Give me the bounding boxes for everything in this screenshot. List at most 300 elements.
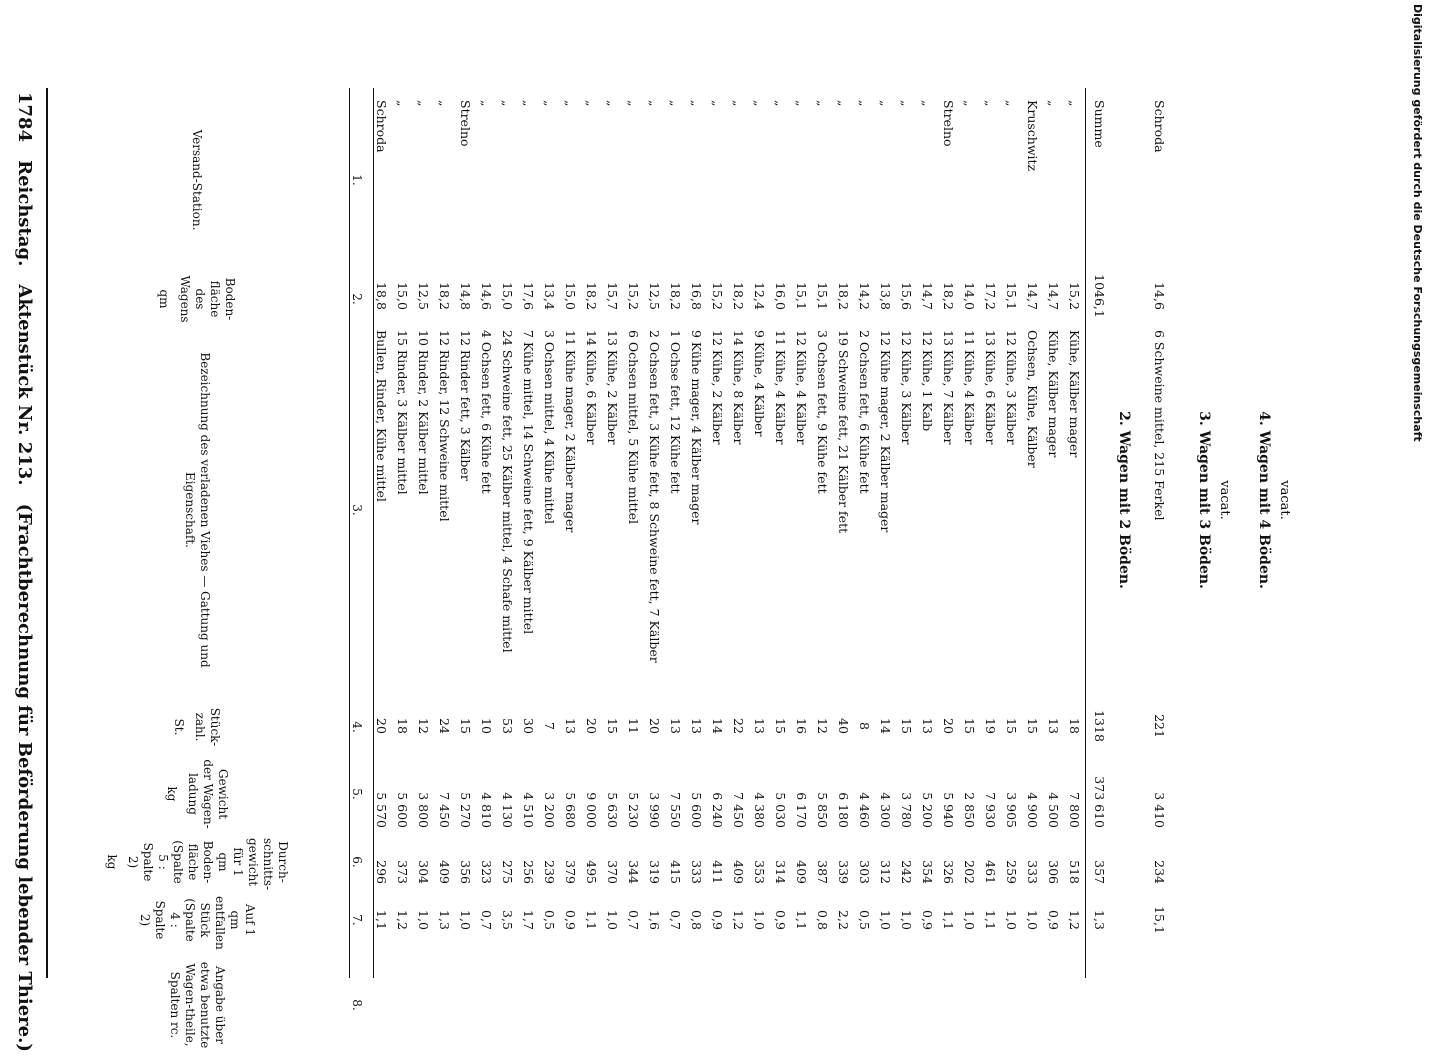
cell-weight: 2 850 [962, 792, 977, 828]
table-row [1001, 92, 1022, 972]
cell-qm: 15,6 [899, 282, 914, 310]
cell-count: 22 [731, 718, 746, 734]
cell-head: 0,9 [710, 910, 725, 930]
cell-count: 12 [815, 718, 830, 734]
cell-station: „ [815, 100, 830, 107]
cell-head: 1,0 [962, 910, 977, 930]
cell-perqm: 304 [416, 860, 431, 884]
cell-count: 16 [794, 718, 809, 734]
table-row [518, 92, 539, 972]
cell-station: „ [731, 100, 746, 107]
cell-qm: 15,2 [710, 282, 725, 310]
total-weight: 373 610 [1092, 776, 1107, 828]
cell-head: 1,0 [458, 910, 473, 930]
total-label: Summe [1092, 100, 1107, 148]
cell-desc: 3 Ochsen mittel, 4 Kühe mittel [542, 330, 557, 525]
cell-head: 2,2 [836, 910, 851, 930]
table-row [791, 92, 812, 972]
cell-weight: 3 800 [416, 792, 431, 828]
section-4-note: vacat. [1277, 480, 1292, 520]
cell-station: „ [521, 100, 536, 107]
cell-desc: 13 Kühe, 7 Kälber [941, 330, 956, 445]
column-number: 8. [350, 999, 364, 1011]
cell-count: 13 [752, 718, 767, 734]
cell-count: 20 [941, 718, 956, 734]
cell-perqm: 409 [794, 860, 809, 884]
column-unit: kg [105, 854, 119, 870]
cell-weight: 4 900 [1025, 792, 1040, 828]
table-row [854, 92, 875, 972]
cell-desc: 13 Kühe, 6 Kälber [983, 330, 998, 445]
cell-qm: 13,8 [878, 282, 893, 310]
cell-perqm: 319 [647, 860, 662, 884]
cell-station: „ [584, 100, 599, 107]
column-header [62, 704, 332, 750]
cell-desc: 3 Ochsen fett, 9 Kühe fett [815, 330, 830, 494]
cell-qm: 12,5 [647, 282, 662, 310]
cell-station: Strelno [941, 100, 956, 147]
table-row [707, 92, 728, 972]
column-header [62, 758, 332, 830]
cell-station: Schroda [374, 100, 389, 153]
section-3-note: vacat. [1217, 480, 1232, 520]
cell-head: 0,9 [1046, 910, 1061, 930]
column-header-label: Gewicht der Wagen-ladung [186, 759, 230, 829]
cell-weight: 5 940 [941, 792, 956, 828]
table-row [539, 92, 560, 972]
cell-qm: 16,0 [773, 282, 788, 310]
total-head: 1,3 [1092, 910, 1107, 930]
table-row [959, 92, 980, 972]
table-row [455, 92, 476, 972]
cell-weight: 5 230 [626, 792, 641, 828]
table-row [1064, 92, 1085, 972]
table-row [665, 92, 686, 972]
total-row [1089, 92, 1110, 972]
cell-perqm: 409 [731, 860, 746, 884]
cell-count: 18 [1067, 718, 1082, 734]
cell-desc: 12 Kühe mager, 2 Kälber mager [878, 330, 893, 533]
cell-weight: 3 905 [1004, 792, 1019, 828]
cell-head: 1,0 [878, 910, 893, 930]
cell-station: „ [668, 100, 683, 107]
cell-head: 0,9 [563, 910, 578, 930]
cell-perqm: 275 [500, 860, 515, 884]
cell-weight: 4 500 [1046, 792, 1061, 828]
cell-perqm: 333 [689, 860, 704, 884]
cell-head: 3,5 [500, 910, 515, 930]
cell-head: 1,0 [416, 910, 431, 930]
table-row [875, 92, 896, 972]
cell-station: „ [962, 100, 977, 107]
cell-weight: 7 450 [731, 792, 746, 828]
cell-count: 13 [668, 718, 683, 734]
cell-head: 0,9 [773, 910, 788, 930]
cell-count: 13 [920, 718, 935, 734]
cell-head: 1,1 [941, 910, 956, 930]
table-row [644, 92, 665, 972]
cell-desc: 11 Kühe, 4 Kälber [773, 330, 788, 445]
cell-station: „ [1067, 100, 1082, 107]
cell-perqm: 234 [1152, 860, 1167, 884]
cell-weight: 3 410 [1152, 792, 1167, 828]
top-rule [46, 88, 48, 978]
column-header [62, 274, 332, 324]
cell-head: 0,7 [479, 910, 494, 930]
cell-station: „ [500, 100, 515, 107]
cell-desc: 11 Kühe, 4 Kälber [962, 330, 977, 445]
cell-perqm: 312 [878, 860, 893, 884]
cell-qm: 18,2 [584, 282, 599, 310]
cell-station: „ [836, 100, 851, 107]
cell-station: Kruschwitz [1025, 100, 1040, 172]
table-row [728, 92, 749, 972]
cell-qm: 14,7 [920, 282, 935, 310]
cell-desc: 19 Schweine fett, 21 Kälber fett [836, 330, 851, 534]
cell-perqm: 202 [962, 860, 977, 884]
cell-desc: Kühe, Kälber mager [1067, 330, 1082, 458]
cell-weight: 4 130 [500, 792, 515, 828]
cell-head: 1,1 [794, 910, 809, 930]
cell-weight: 7 930 [983, 792, 998, 828]
cell-qm: 15,2 [1067, 282, 1082, 310]
cell-head: 0,5 [857, 910, 872, 930]
cell-head: 1,1 [584, 910, 599, 930]
cell-qm: 14,6 [1152, 282, 1167, 310]
cell-count: 20 [647, 718, 662, 734]
cell-desc: 24 Schweine fett, 25 Kälber mittel, 4 Schafe mittel [500, 330, 515, 653]
cell-perqm: 415 [668, 860, 683, 884]
table-row [686, 92, 707, 972]
cell-station: „ [920, 100, 935, 107]
cell-qm: 14,0 [962, 282, 977, 310]
table-row [812, 92, 833, 972]
total-perqm: 357 [1092, 860, 1107, 884]
cell-count: 15 [899, 718, 914, 734]
column-number: 6. [350, 856, 364, 868]
cell-head: 1,6 [647, 910, 662, 930]
cell-station: „ [563, 100, 578, 107]
publication-name: Reichstag. [14, 160, 36, 267]
cell-count: 18 [395, 718, 410, 734]
cell-station: Schroda [1152, 100, 1167, 153]
cell-qm: 14,7 [1046, 282, 1061, 310]
cell-head: 1,2 [395, 910, 410, 930]
cell-perqm: 411 [710, 860, 725, 884]
cell-count: 7 [542, 722, 557, 730]
total-rule [1085, 88, 1086, 978]
cell-station: „ [983, 100, 998, 107]
table-row [392, 92, 413, 972]
cell-perqm: 314 [773, 860, 788, 884]
column-header-label: Stück-zahl. [193, 707, 223, 747]
cell-head: 0,7 [668, 910, 683, 930]
column-header-label: Bezeichnung des verladenen Viehes — Gattung und Eigenschaft. [183, 352, 212, 668]
cell-weight: 4 380 [752, 792, 767, 828]
cell-head: 1,1 [983, 910, 998, 930]
cell-perqm: 353 [752, 860, 767, 884]
cell-weight: 5 630 [605, 792, 620, 828]
cell-count: 19 [983, 718, 998, 734]
cell-station: „ [899, 100, 914, 107]
cell-desc: 6 Ochsen mittel, 5 Kühe mittel [626, 330, 641, 525]
table-row [434, 92, 455, 972]
cell-weight: 7 800 [1067, 792, 1082, 828]
cell-perqm: 259 [1004, 860, 1019, 884]
cell-head: 1,0 [1004, 910, 1019, 930]
cell-desc: 7 Kühe mittel, 14 Schweine fett, 9 Kälber mittel [521, 330, 536, 635]
cell-head: 1,7 [521, 910, 536, 930]
column-number: 4. [350, 721, 364, 733]
cell-qm: 15,2 [626, 282, 641, 310]
cell-desc: 2 Ochsen fett, 3 Kühe fett, 8 Schweine fett, 7 Kälber [647, 330, 662, 663]
cell-station: Strelno [458, 100, 473, 147]
column-number: 3. [350, 504, 364, 516]
cell-count: 30 [521, 718, 536, 734]
cell-desc: 12 Kühe, 2 Kälber [710, 330, 725, 445]
cell-perqm: 344 [626, 860, 641, 884]
cell-weight: 3 780 [899, 792, 914, 828]
cell-desc: 11 Kühe mager, 2 Kälber mager [563, 330, 578, 533]
page-header [10, 92, 40, 1052]
cell-station: „ [395, 100, 410, 107]
cell-weight: 5 600 [689, 792, 704, 828]
column-header-label: Versand-Station. [190, 129, 205, 231]
cell-perqm: 333 [1025, 860, 1040, 884]
cell-qm: 18,2 [437, 282, 452, 310]
cell-station: „ [1046, 100, 1061, 107]
table-row [413, 92, 434, 972]
cell-head: 1,2 [731, 910, 746, 930]
column-number: 7. [350, 914, 364, 926]
cell-perqm: 387 [815, 860, 830, 884]
cell-count: 14 [878, 718, 893, 734]
cell-count: 15 [1025, 718, 1040, 734]
column-header-label: Boden-fläche des Wagens [178, 275, 238, 323]
document-title: (Frachtberechnung für Beförderung lebender Thiere.) [14, 503, 36, 1052]
cell-desc: 15 Rinder, 3 Kälber mittel [395, 330, 410, 495]
cell-station: „ [878, 100, 893, 107]
table-row [1022, 92, 1043, 972]
table-row [560, 92, 581, 972]
cell-head: 0,8 [815, 910, 830, 930]
cell-weight: 6 170 [794, 792, 809, 828]
cell-count: 15 [605, 718, 620, 734]
cell-weight: 3 990 [647, 792, 662, 828]
cell-weight: 4 460 [857, 792, 872, 828]
cell-qm: 17,6 [521, 282, 536, 310]
table-row [833, 92, 854, 972]
table-row [602, 92, 623, 972]
column-unit: qm [157, 289, 172, 309]
total-count: 1318 [1092, 710, 1107, 742]
cell-count: 20 [374, 718, 389, 734]
total-qm: 1046,1 [1092, 274, 1107, 318]
cell-station: „ [479, 100, 494, 107]
cell-perqm: 379 [563, 860, 578, 884]
cell-perqm: 495 [584, 860, 599, 884]
footer-credit: Digitalisierung gefördert durch die Deutsche Forschungsgemeinschaft [1411, 4, 1424, 442]
cell-count: 10 [479, 718, 494, 734]
cell-weight: 7 550 [668, 792, 683, 828]
cell-qm: 18,2 [668, 282, 683, 310]
section-3-title: 3. Wagen mit 3 Böden. [1196, 411, 1212, 589]
cell-count: 20 [584, 718, 599, 734]
cell-perqm: 256 [521, 860, 536, 884]
cell-qm: 15,0 [500, 282, 515, 310]
cell-count: 15 [962, 718, 977, 734]
cell-qm: 15,0 [395, 282, 410, 310]
column-unit: St. [172, 718, 187, 736]
cell-perqm: 326 [941, 860, 956, 884]
cell-qm: 15,0 [563, 282, 578, 310]
document-label: Aktenstück Nr. 213. [14, 284, 36, 486]
cell-desc: 10 Rinder, 2 Kälber mittel [416, 330, 431, 495]
cell-perqm: 239 [542, 860, 557, 884]
cell-head: 1,3 [437, 910, 452, 930]
cell-perqm: 242 [899, 860, 914, 884]
column-header [62, 838, 332, 891]
cell-head: 0,9 [920, 910, 935, 930]
cell-station: „ [752, 100, 767, 107]
table-row [476, 92, 497, 972]
cell-perqm: 339 [836, 860, 851, 884]
table-row [917, 92, 938, 972]
cell-head: 0,7 [626, 910, 641, 930]
cell-desc: Bullen, Rinder, Kühe mittel [374, 330, 389, 502]
cell-station: „ [710, 100, 725, 107]
cell-count: 53 [500, 718, 515, 734]
cell-qm: 14,8 [458, 282, 473, 310]
cell-desc: 12 Kühe, 3 Kälber [1004, 330, 1019, 445]
cell-count: 13 [689, 718, 704, 734]
cell-count: 13 [563, 718, 578, 734]
cell-perqm: 409 [437, 860, 452, 884]
column-number: 2. [350, 293, 364, 305]
cell-desc: Ochsen, Kühe, Kälber [1025, 330, 1040, 468]
cell-desc: 12 Rinder fett, 3 Kälber [458, 330, 473, 481]
cell-qm: 15,1 [815, 282, 830, 310]
cell-weight: 5 030 [773, 792, 788, 828]
cell-desc: 12 Kühe, 3 Kälber [899, 330, 914, 445]
column-number: 5. [350, 788, 364, 800]
cell-desc: 12 Kühe, 4 Kälber [794, 330, 809, 445]
section-2-title: 2. Wagen mit 2 Böden. [1116, 411, 1132, 589]
cell-perqm: 461 [983, 860, 998, 884]
cell-weight: 5 600 [395, 792, 410, 828]
cell-desc: 12 Kühe, 1 Kalb [920, 330, 935, 432]
cell-desc: 14 Kühe, 6 Kälber [584, 330, 599, 445]
cell-station: „ [689, 100, 704, 107]
cell-desc: 6 Schweine mittel, 215 Ferkel [1152, 330, 1167, 521]
cell-qm: 15,1 [1004, 282, 1019, 310]
cell-weight: 5 570 [374, 792, 389, 828]
cell-qm: 18,8 [374, 282, 389, 310]
cell-head: 1,2 [1067, 910, 1082, 930]
cell-weight: 4 810 [479, 792, 494, 828]
cell-desc: 9 Kühe, 4 Kälber [752, 330, 767, 437]
table-row [980, 92, 1001, 972]
column-header [62, 896, 332, 950]
table-row [497, 92, 518, 972]
cell-head: 0,5 [542, 910, 557, 930]
cell-count: 15 [458, 718, 473, 734]
cell-count: 11 [626, 718, 641, 734]
cell-perqm: 303 [857, 860, 872, 884]
table-row [623, 92, 644, 972]
cell-count: 13 [1046, 718, 1061, 734]
cell-head: 1,1 [374, 910, 389, 930]
column-number: 1. [350, 174, 364, 186]
cell-desc: 4 Ochsen fett, 6 Kühe fett [479, 330, 494, 494]
cell-count: 40 [836, 718, 851, 734]
cell-qm: 15,7 [605, 282, 620, 310]
cell-qm: 18,2 [941, 282, 956, 310]
page-number: 1784 [14, 92, 36, 143]
cell-weight: 6 240 [710, 792, 725, 828]
cell-weight: 6 180 [836, 792, 851, 828]
column-header [62, 330, 332, 690]
cell-weight: 5 680 [563, 792, 578, 828]
cell-qm: 16,8 [689, 282, 704, 310]
cell-station: „ [647, 100, 662, 107]
cell-desc: 14 Kühe, 8 Kälber [731, 330, 746, 445]
table-row [371, 92, 392, 972]
cell-qm: 12,4 [752, 282, 767, 310]
cell-station: „ [857, 100, 872, 107]
cell-count: 15 [1004, 718, 1019, 734]
cell-weight: 5 200 [920, 792, 935, 828]
cell-head: 1,0 [1025, 910, 1040, 930]
cell-perqm: 306 [1046, 860, 1061, 884]
cell-perqm: 356 [458, 860, 473, 884]
cell-weight: 4 300 [878, 792, 893, 828]
cell-qm: 18,2 [731, 282, 746, 310]
cell-weight: 3 200 [542, 792, 557, 828]
cell-head: 1,0 [605, 910, 620, 930]
cell-desc: Kühe, Kälber mager [1046, 330, 1061, 458]
cell-qm: 14,7 [1025, 282, 1040, 310]
cell-count: 14 [710, 718, 725, 734]
cell-qm: 15,1 [794, 282, 809, 310]
cell-station: „ [416, 100, 431, 107]
cell-head: 0,8 [689, 910, 704, 930]
section-2-table-row [1149, 92, 1170, 972]
cell-perqm: 370 [605, 860, 620, 884]
cell-count: 12 [416, 718, 431, 734]
cell-qm: 14,2 [857, 282, 872, 310]
table-row [749, 92, 770, 972]
cell-head: 15,1 [1152, 906, 1167, 934]
column-header [62, 950, 332, 1060]
cell-perqm: 296 [374, 860, 389, 884]
column-header-label: Auf 1 qm entfallen Stück (Spalte 4 : Spalte 2) [138, 896, 257, 950]
cell-station: „ [1004, 100, 1019, 107]
table-row [938, 92, 959, 972]
table-row [1043, 92, 1064, 972]
table-row [581, 92, 602, 972]
cell-count: 8 [857, 722, 872, 730]
cell-station: „ [626, 100, 641, 107]
cell-qm: 12,5 [416, 282, 431, 310]
cell-desc: 2 Ochsen fett, 6 Kühe fett [857, 330, 872, 494]
column-header-label: Angabe über etwa benutzte Wagen-theile, Spalten rc. [168, 961, 227, 1049]
column-header [62, 100, 332, 260]
cell-desc: 13 Kühe, 2 Kälber [605, 330, 620, 445]
cell-weight: 7 450 [437, 792, 452, 828]
cell-desc: 12 Rinder, 12 Schweine mittel [437, 330, 452, 522]
cell-perqm: 373 [395, 860, 410, 884]
